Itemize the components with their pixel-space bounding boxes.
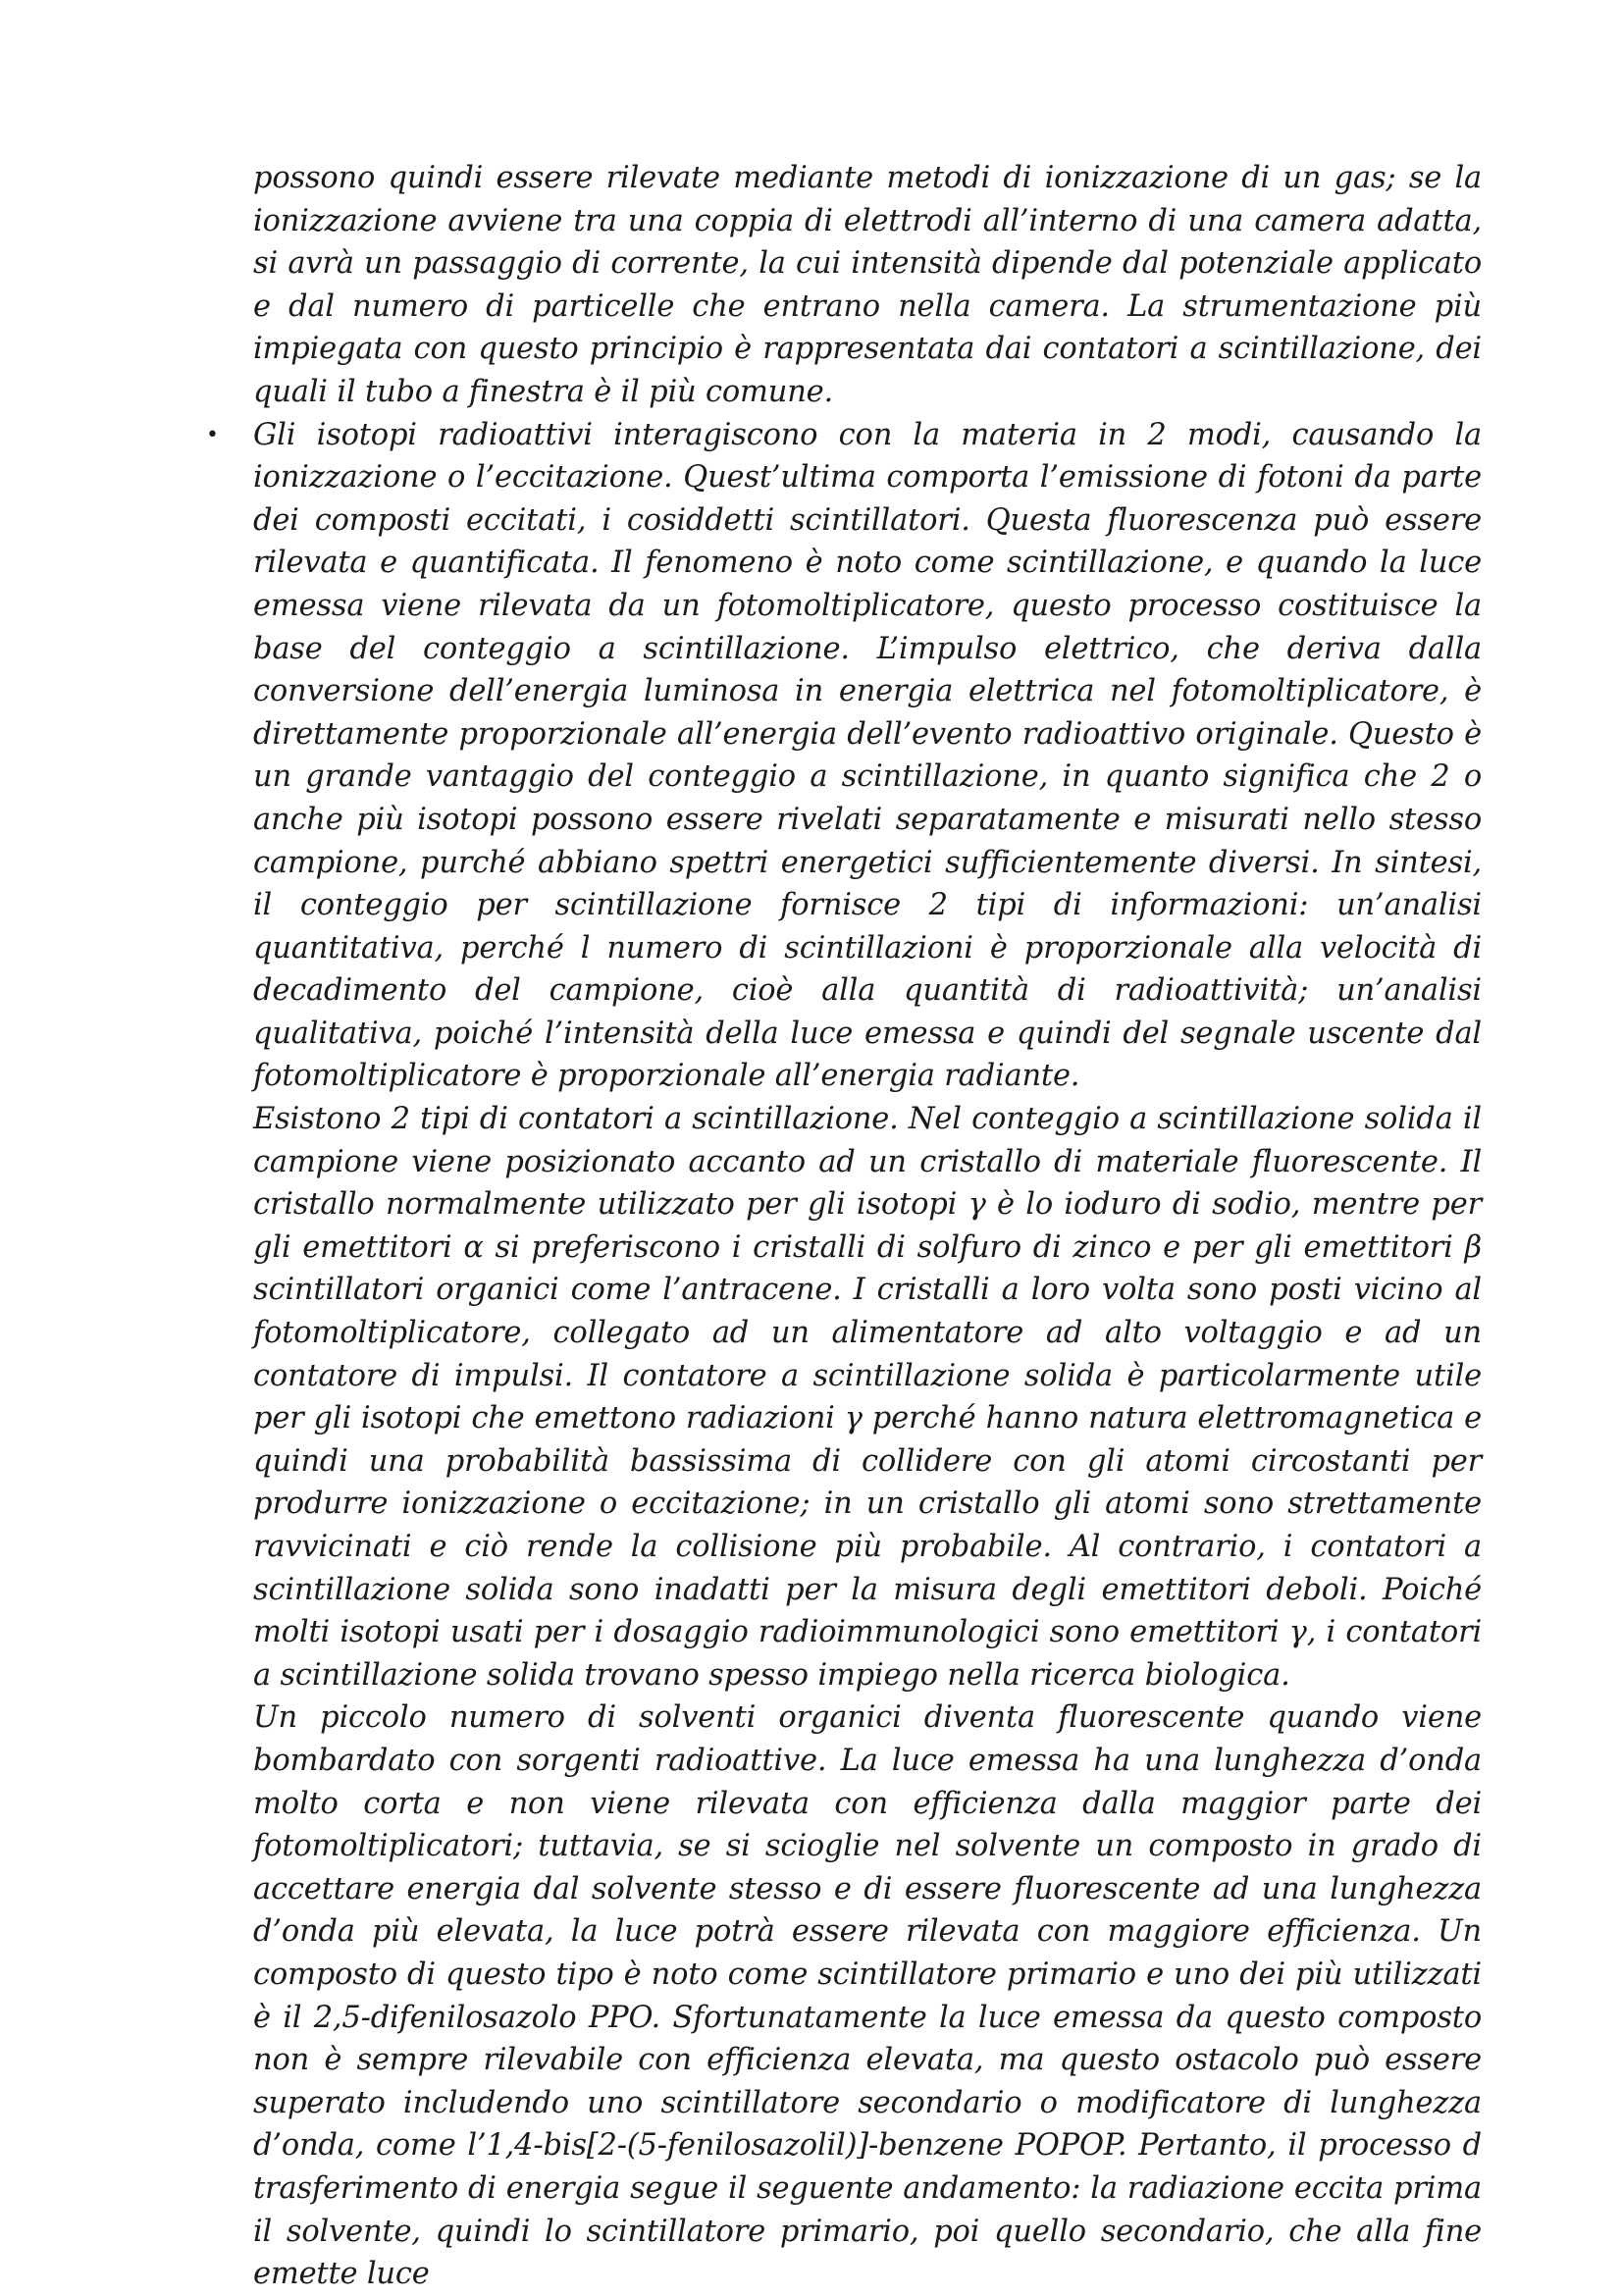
paragraph-ionization-detection: possono quindi essere rilevate mediante metodi di ionizzazione di un gas; se la ionizzazione avviene tra una coppia di elettrodi all’interno di una camera adatta, si avrà un passaggio di corrente, la cui intensità dipende dal potenziale applicato e dal numero di particelle che entrano nella camera. La strumentazione più impiegata con questo principio è rappresentata dai contatori a scintillazione, dei quali il tubo a finestra è il più comune. [253,161,1482,409]
paragraph-solid-scintillation: Esistono 2 tipi di contatori a scintillazione. Nel conteggio a scintillazione solida il campione viene posizionato accanto ad un cristallo di materiale fluorescente. Il cristallo normalmente utilizzato per gli isotopi γ è lo ioduro di sodio, mentre per gli emettitori α si preferiscono i cristalli di solfuro di zinco e per gli emettitori β scintillatori organici come l’antracene. I cristalli a loro volta sono posti vicino al fotomoltiplicatore, collegato ad un alimentatore ad alto voltaggio e ad un contatore di impulsi. Il contatore a scintillazione solida è particolarmente utile per gli isotopi che emettono radiazioni γ perché hanno natura elettromagnetica e quindi una probabilità bassissima di collidere con gli atomi circostanti per produrre ionizzazione o eccitazione; in un cristallo gli atomi sono strettamente ravvicinati e ciò rende la collisione più probabile. Al contrario, i contatori a scintillazione solida sono inadatti per la misura degli emettitori deboli. Poiché molti isotopi usati per i dosaggio radioimmunologici sono emettitori γ, i contatori a scintillazione solida trovano spesso impiego nella ricerca biologica. [253,1102,1482,1693]
document-body [206,157,1482,2296]
bullet-item-scintillation [206,414,1482,2296]
bullet-icon: • [206,422,219,447]
paragraph-liquid-scintillation: Un piccolo numero di solventi organici diventa fluorescente quando viene bombardato con sorgenti radioattive. La luce emessa ha una lunghezza d’onda molto corta e non viene rilevata con efficienza dalla maggior parte dei fotomoltiplicatori; tuttavia, se si scioglie nel solvente un composto in grado di accettare energia dal solvente stesso e di essere fluorescente ad una lunghezza d’onda più elevata, la luce potrà essere rilevata con maggiore efficienza. Un composto di questo tipo è noto come scintillatore primario e uno dei più utilizzati è il 2,5-difenilosazolo PPO. Sfortunatamente la luce emessa da questo composto non è sempre rilevabile con efficienza elevata, ma questo ostacolo può essere superato includendo uno scintillatore secondario o modificatore di lunghezza d’onda, come l’1,4-bis[2-(5-fenilosazolil)]-benzene POPOP. Pertanto, il processo d trasferimento di energia segue il seguente andamento: la radiazione eccita prima il solvente, quindi lo scintillatore primario, poi quello secondario, che alla fine emette luce [253,1700,1482,2292]
paragraph-scintillation-counting: Gli isotopi radioattivi interagiscono con la materia in 2 modi, causando la ionizzazione o l’eccitazione. Quest’ultima comporta l’emissione di fotoni da parte dei composti eccitati, i cosiddetti scintillatori. Questa fluorescenza può essere rilevata e quantificata. Il fenomeno è noto come scintillazione, e quando la luce emessa viene rilevata da un fotomoltiplicatore, questo processo costituisce la base del conteggio a scintillazione. L’impulso elettrico, che deriva dalla conversione dell’energia luminosa in energia elettrica nel fotomoltiplicatore, è direttamente proporzionale all’energia dell’evento radioattivo originale. Questo è un grande vantaggio del conteggio a scintillazione, in quanto significa che 2 o anche più isotopi possono essere rivelati separatamente e misurati nello stesso campione, purché abbiano spettri energetici sufficientemente diversi. In sintesi, il conteggio per scintillazione fornisce 2 tipi di informazioni: un’analisi quantitativa, perché l numero di scintillazioni è proporzionale alla velocità di decadimento del campione, cioè alla quantità di radioattività; un’analisi qualitativa, poiché l’intensità della luce emessa e quindi del segnale uscente dal fotomoltiplicatore è proporzionale all’energia radiante. [253,417,1482,1094]
